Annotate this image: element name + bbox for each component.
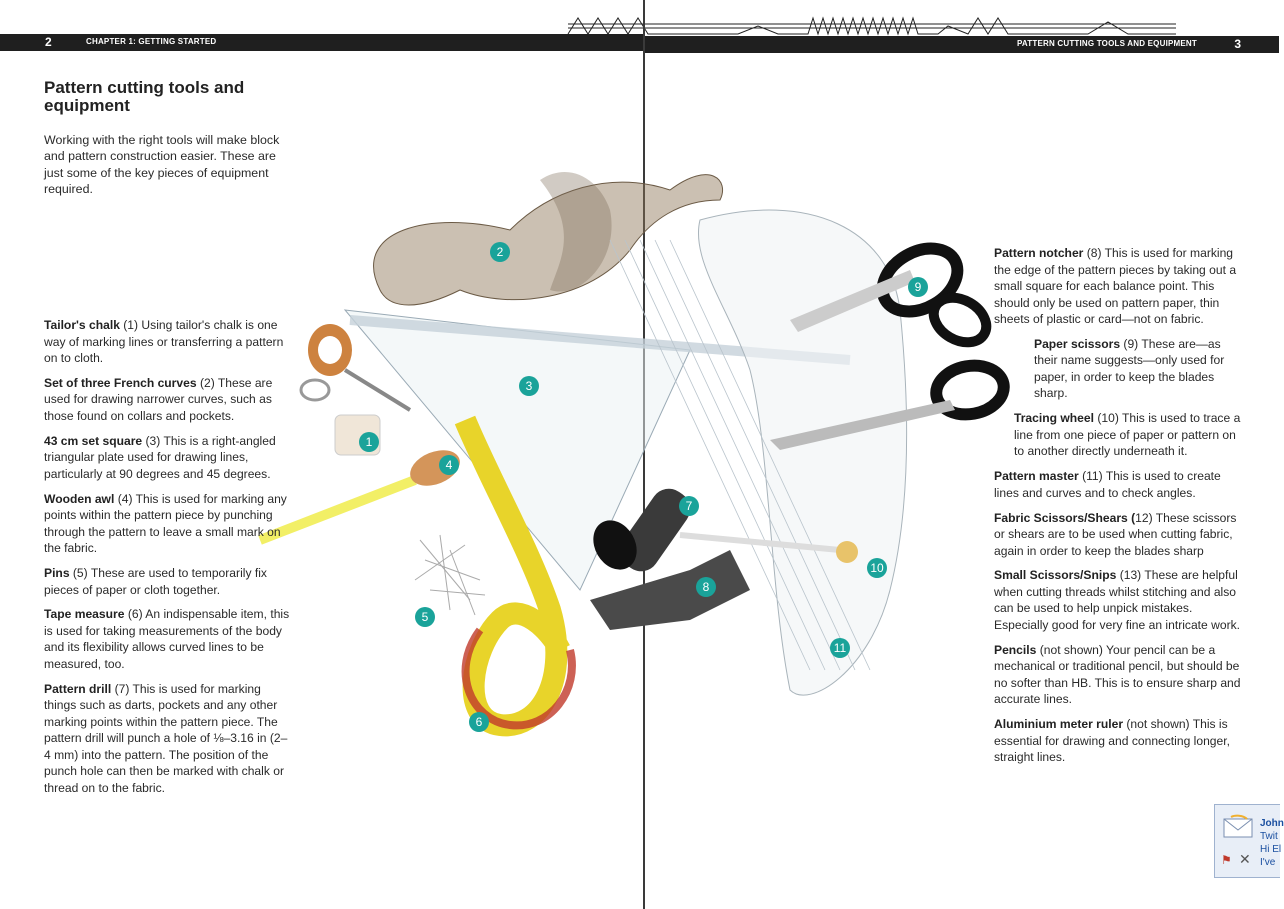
item-paper-scissors: Paper scissors (9) These are—as their name suggests—only used for paper, in order to keep the blades sharp. [1034, 336, 1225, 401]
mail-notification[interactable] [1214, 804, 1284, 878]
callout-badge-9: 9 [908, 277, 928, 297]
intro-paragraph: Working with the right tools will make block and pattern construction easier. These are just some of the key pieces of equipment required. [44, 133, 280, 197]
item-tape-measure: Tape measure (6) An indispensable item, this is used for taking measurements of the body and its flexibility allows curved lines to be measured, too. [44, 607, 290, 671]
right-descriptions [994, 245, 1242, 774]
callout-badge-5: 5 [415, 607, 435, 627]
item-set-square: 43 cm set square (3) This is a right-angled triangular plate used for drawing lines, particularly at 90 degrees and 45 degrees. [44, 433, 276, 481]
item-french-curves: Set of three French curves (2) These are used for drawing narrower curves, such as those found on collars and pockets. [44, 375, 273, 423]
callout-badge-8: 8 [696, 577, 716, 597]
envelope-icon [1223, 815, 1253, 839]
callout-badge-6: 6 [469, 712, 489, 732]
page-title: Pattern cutting tools and equipment [44, 78, 245, 115]
left-page-header [0, 34, 643, 51]
left-page-number: 2 [45, 35, 52, 49]
item-small-scissors: Small Scissors/Snips (13) These are helpful when cutting threads whilst stitching and also can be used to help unpick mistakes. Especially good for very fine an intricate work. [994, 568, 1241, 632]
callout-badge-11: 11 [830, 638, 850, 658]
callout-badge-4: 4 [439, 455, 459, 475]
callout-badge-10: 10 [867, 558, 887, 578]
french-curve-shape [374, 175, 723, 305]
decorative-zigzag [568, 14, 1176, 38]
item-tracing-wheel: Tracing wheel (10) This is used to trace a line from one piece of paper or pattern on to another directly underneath it. [1014, 411, 1241, 459]
item-pattern-drill: Pattern drill (7) This is used for marking things such as darts, pockets and any other marking points within the pattern piece. The pattern drill will punch a hole of ⅛–3.16 in (2–4 mm) into the pattern. The position of the punch hole can then be marked with chalk or thread on to the fabric. [44, 681, 288, 795]
callout-badge-2: 2 [490, 242, 510, 262]
item-wooden-awl: Wooden awl (4) This is used for marking any points within the pattern piece by punching through the pattern to leave a small mark on the fabric. [44, 491, 287, 556]
right-page-number: 3 [1234, 37, 1241, 51]
left-descriptions [44, 317, 290, 805]
callout-badge-7: 7 [679, 496, 699, 516]
right-running-head: PATTERN CUTTING TOOLS AND EQUIPMENT [1016, 39, 1197, 48]
notification-text: John Twit Hi El I've [1260, 818, 1284, 868]
flag-icon[interactable]: ⚑ [1221, 853, 1232, 867]
callout-badge-1: 1 [359, 432, 379, 452]
item-pencils: Pencils (not shown) Your pencil can be a mechanical or traditional pencil, but should be no softer than HB. This is to ensure sharp and accurate lines. [994, 642, 1241, 707]
item-pattern-notcher: Pattern notcher (8) This is used for marking the edge of the pattern pieces by taking out a small square for each balance point. This should only be used on pattern paper, thin sheets of plastic or card—not on fabric. [994, 246, 1237, 326]
item-tailors-chalk: Tailor's chalk (1) Using tailor's chalk is one way of marking lines or transferring a pattern on to cloth. [44, 318, 284, 365]
left-running-head: CHAPTER 1: GETTING STARTED [86, 37, 217, 46]
close-icon[interactable]: ✕ [1239, 851, 1251, 867]
item-fabric-scissors: Fabric Scissors/Shears (12) These scissors or shears are to be used when cutting fabric, again in order to keep the blades sharp [994, 510, 1237, 558]
right-page-header [645, 36, 1279, 53]
item-pattern-master: Pattern master (11) This is used to create lines and curves and to check angles. [994, 469, 1221, 500]
callout-badge-3: 3 [519, 376, 539, 396]
item-aluminium-ruler: Aluminium meter ruler (not shown) This is essential for drawing and connecting longer, straight lines. [994, 717, 1230, 765]
item-pins: Pins (5) These are used to temporarily fix pieces of paper or cloth together. [44, 566, 267, 597]
